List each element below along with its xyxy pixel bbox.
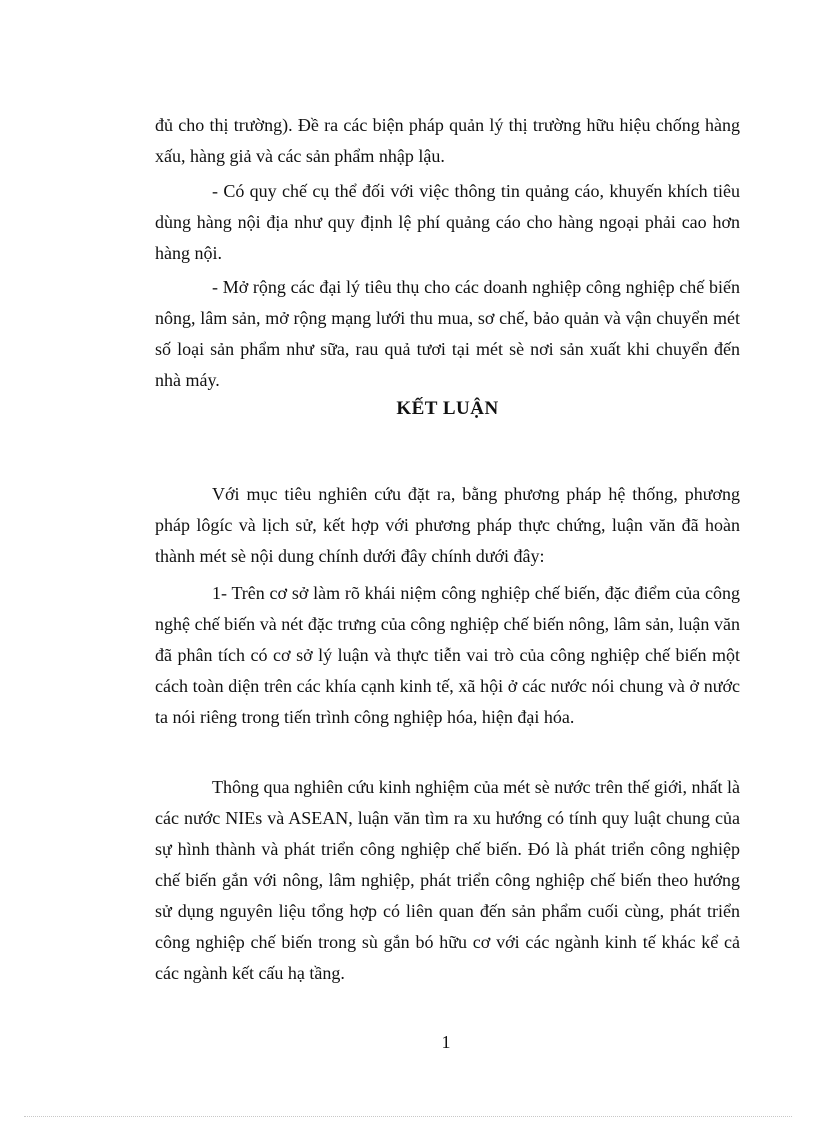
- paragraph-sales-agents: - Mở rộng các đại lý tiêu thụ cho các doanh nghiệp công nghiệp chế biến nông, lâm sản, mở rộng mạng lưới thu mua, sơ chế, bảo quản và vận chuyển mét số loại sản phẩm như sữa, rau quả tươi tại mét sè nơi sản xuất khi chuyển đến nhà máy.: [155, 277, 740, 390]
- paragraph-advertising-rules: - Có quy chế cụ thể đối với việc thông tin quảng cáo, khuyến khích tiêu dùng hàng nội địa như quy định lệ phí quảng cáo cho hàng ngoại phải cao hơn hàng nội.: [155, 181, 740, 263]
- paragraph-conclusion-experience: Thông qua nghiên cứu kinh nghiệm của mét sè nước trên thế giới, nhất là các nước NIEs và ASEAN, luận văn tìm ra xu hướng có tính quy luật chung của sự hình thành và phát triển công nghiệp chế biến. Đó là phát triển công nghiệp chế biến gắn với nông, lâm nghiệp, phát triển công nghiệp chế biến theo hướng sử dụng nguyên liệu tổng hợp có liên quan đến sản phẩm cuối cùng, phát triển công nghiệp chế biến trong sù gắn bó hữu cơ với các ngành kinh tế khác kể cả các ngành kết cấu hạ tầng.: [155, 777, 740, 983]
- section-heading-conclusion: KẾT LUẬN: [396, 398, 499, 419]
- paragraph-conclusion-point-1: 1- Trên cơ sở làm rõ khái niệm công nghiệp chế biến, đặc điểm của công nghệ chế biến và nét đặc trưng của công nghiệp chế biến nông, lâm sản, luận văn đã phân tích có cơ sở lý luận và thực tiễn vai trò của công nghiệp chế biến một cách toàn diện trên các khía cạnh kinh tế, xã hội ở các nước nói chung và ở nước ta nói riêng trong tiến trình công nghiệp hóa, hiện đại hóa.: [155, 583, 740, 727]
- paragraph-conclusion-intro: Với mục tiêu nghiên cứu đặt ra, bằng phương pháp hệ thống, phương pháp lôgíc và lịch sử, kết hợp với phương pháp thực chứng, luận văn đã hoàn thành mét sè nội dung chính dưới đây chính dưới đây:: [155, 484, 740, 566]
- page-number: 1: [441, 1032, 451, 1052]
- paragraph-market-measures: đủ cho thị trường). Đề ra các biện pháp quản lý thị trường hữu hiệu chống hàng xấu, hàng giả và các sản phẩm nhập lậu.: [155, 115, 740, 166]
- page-bottom-divider: [24, 1116, 792, 1117]
